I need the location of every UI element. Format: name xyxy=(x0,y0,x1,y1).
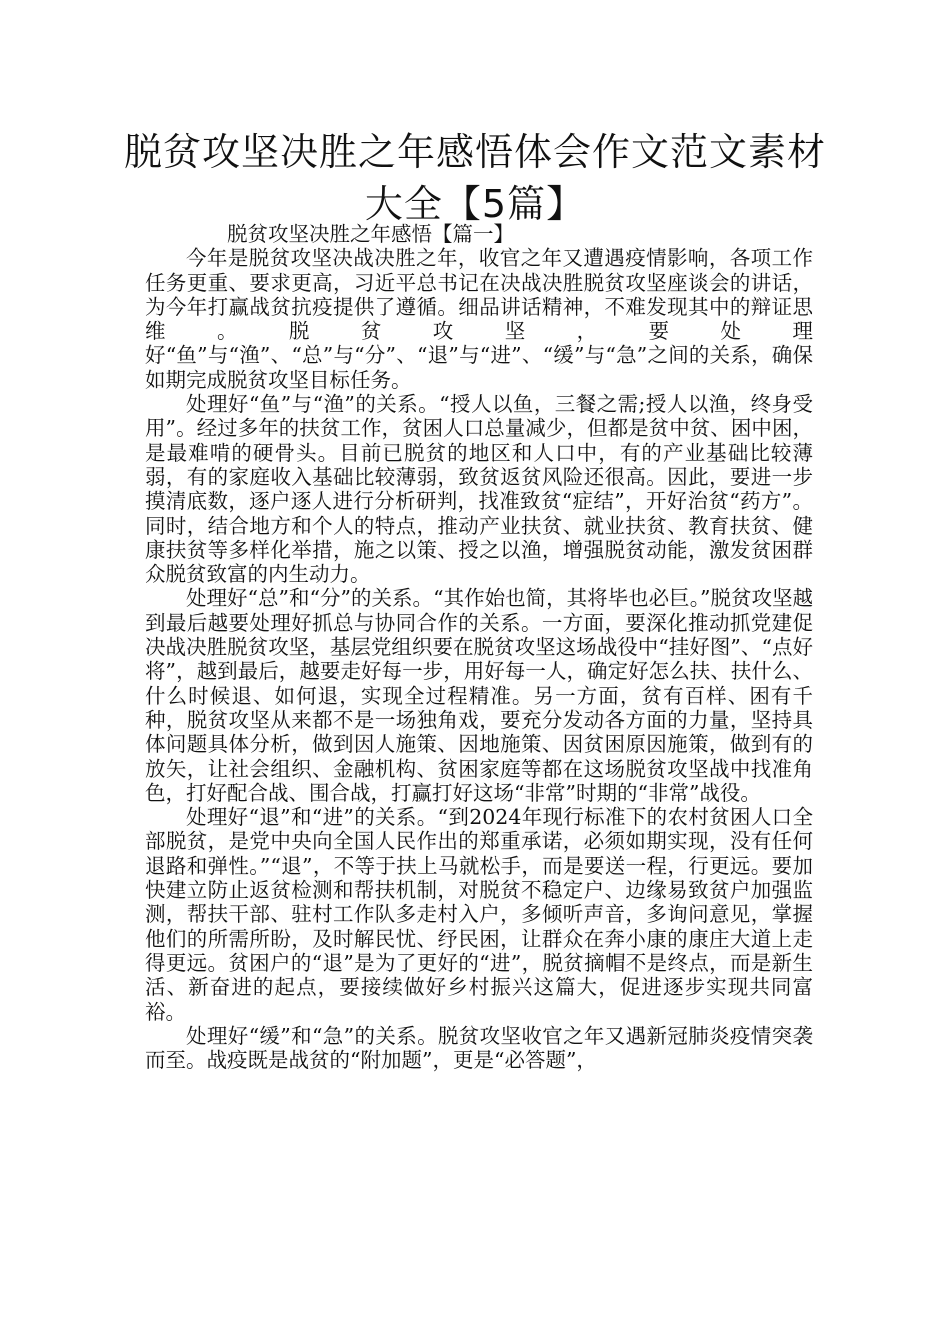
paragraph-slow-urgent: 处理好“缓”和“急”的关系。脱贫攻坚收官之年又遇新冠肺炎疫情突袭而至。战疫既是战贫的“附加题”，更是“必答题”， xyxy=(145,1023,813,1073)
paragraph-retreat-advance: 处理好“退”和“进”的关系。“到2024年现行标准下的农村贫困人口全部脱贫，是党中央向全国人民作出的郑重承诺，必须如期实现，没有任何退路和弹性。”“退”，不等于扶上马就松手，而是要送一程，行更远。要加快建立防止返贫检测和帮扶机制，对脱贫不稳定户、边缘易致贫户加强监测，帮扶干部、驻村工作队多走村入户，多倾听声音，多询问意见，掌握他们的所需所盼，及时解民忧、纾民困，让群众在奔小康的康庄大道上走得更远。贫困户的“退”是为了更好的“进”，脱贫摘帽不是终点，而是新生活、新奋进的起点，要接续做好乡村振兴这篇大，促进逐步实现共同富裕。 xyxy=(145,805,813,1024)
paragraph-whole-part: 处理好“总”和“分”的关系。“其作始也简，其将毕也必巨。”脱贫攻坚越到最后越要处理好抓总与协同合作的关系。一方面，要深化推动抓党建促决战决胜脱贫攻坚，基层党组织要在脱贫攻坚这场战役中“挂好图”、“点好将”，越到最后，越要走好每一步，用好每一人，确定好怎么扶、扶什么、什么时候退、如何退，实现全过程精准。另一方面，贫有百样、困有千种，脱贫攻坚从来都不是一场独角戏，要充分发动各方面的力量，坚持具体问题具体分析，做到因人施策、因地施策、因贫困原因施策，做到有的放矢，让社会组织、金融机构、贫困家庭等都在这场脱贫攻坚战中找准角色，打好配合战、围合战，打赢打好这场“非常”时期的“非常”战役。 xyxy=(145,586,813,805)
paragraph-fish: 处理好“鱼”与“渔”的关系。“授人以鱼，三餐之需;授人以渔，终身受用”。经过多年的扶贫工作，贫困人口总量减少，但都是贫中贫、困中困，是最难啃的硬骨头。目前已脱贫的地区和人口中，有的产业基础比较薄弱，有的家庭收入基础比较薄弱，致贫返贫风险还很高。因此，要进一步摸清底数，逐户逐人进行分析研判，找准致贫“症结”，开好治贫“药方”。同时，结合地方和个人的特点，推动产业扶贫、就业扶贫、教育扶贫、健康扶贫等多样化举措，施之以策、授之以渔，增强脱贫动能，激发贫困群众脱贫致富的内生动力。 xyxy=(145,392,813,587)
document-body xyxy=(145,222,813,1072)
paragraph-intro: 今年是脱贫攻坚决战决胜之年，收官之年又遭遇疫情影响，各项工作任务更重、要求更高，习近平总书记在决战决胜脱贫攻坚座谈会的讲话，为今年打赢战贫抗疫提供了遵循。细品讲话精神，不难发现其中的辩证思维。脱贫攻坚，要处理好“鱼”与“渔”、“总”与“分”、“退”与“进”、“缓”与“急”之间的关系，确保如期完成脱贫攻坚目标任务。 xyxy=(145,246,813,392)
document-title: 脱贫攻坚决胜之年感悟体会作文范文素材大全【5篇】 xyxy=(123,130,826,226)
section-heading: 脱贫攻坚决胜之年感悟【篇一】 xyxy=(227,222,514,246)
